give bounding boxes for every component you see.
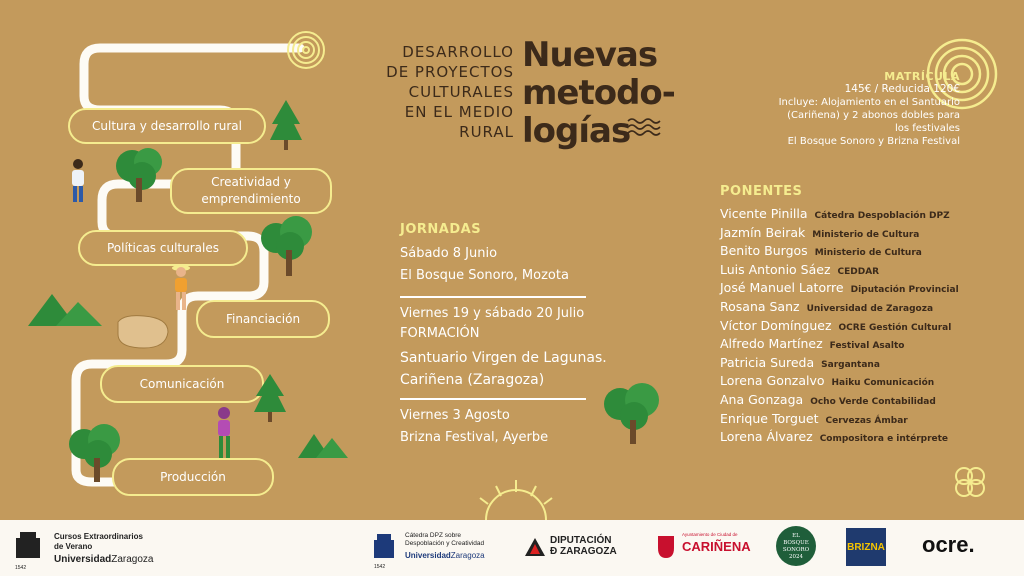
catedra-line1: Cátedra DPZ sobre [405,532,461,539]
brand-bold: Universidad [54,554,112,565]
step-financiacion: Financiación [196,300,330,338]
step-cultura: Cultura y desarrollo rural [68,108,266,144]
jornada3-place: Brizna Festival, Ayerbe [400,430,549,445]
includes-line: (Cariñena) y 2 abonos dobles para [787,110,960,121]
speaker-org: Diputación Provincial [850,285,959,296]
speaker-org: OCRE Gestión Cultural [838,322,952,333]
jornada2-place: Cariñena (Zaragoza) [400,372,545,388]
speaker-row [720,355,880,370]
includes-line: los festivales [894,123,960,134]
speaker-row [720,206,950,221]
dpz-line1: DIPUTACIÓN [550,535,612,546]
pine-tree-icon [252,372,288,426]
speaker-row [720,411,908,426]
subtitle-block [360,42,514,142]
pine-tree-icon [266,98,306,158]
unizar-line1: Cursos Extraordinarios [54,532,143,541]
includes-line: Incluye: Alojamiento en el Santuario [778,97,960,108]
subtitle-line: CULTURALES [408,83,514,101]
carinena-shield-icon [656,534,676,560]
subtitle-line: RURAL [459,123,514,141]
explorer-figure-icon [166,262,196,316]
speaker-name: Benito Burgos [720,243,808,259]
jornada3-date: Viernes 3 Agosto [400,408,510,423]
speaker-name: Víctor Domínguez [720,317,832,333]
speaker-name: Patricia Sureda [720,354,815,370]
subtitle-line: EN EL MEDIO [404,103,514,121]
jornada2-type: FORMACIÓN [400,326,480,341]
tree-icon [598,380,668,448]
brizna-text: BRIZNA [847,541,885,553]
speaker-row [720,318,951,333]
main-title [522,36,702,150]
speaker-org: Sargantana [821,359,880,370]
speaker-row [720,225,919,240]
subtitle-line: DE PROYECTOS [386,63,514,81]
speaker-row [720,280,959,295]
tree-icon [256,212,322,280]
title-line: logías [522,111,631,151]
sponsor-footer [0,520,1024,576]
carinena-name: CARIÑENA [682,539,751,554]
mountains-icon [296,428,350,460]
carinena-small: Ayuntamiento de Ciudad de [682,532,738,537]
ponentes-label: PONENTES [720,184,803,199]
brizna-logo [846,528,886,566]
jornada1-date: Sábado 8 Junio [400,246,498,261]
catedra-brand [405,551,485,560]
speaker-org: CEDDAR [837,266,880,277]
divider [400,296,586,298]
speaker-row [720,392,936,407]
speaker-org: Ocho Verde Contabilidad [810,397,936,407]
jornadas-label: JORNADAS [400,222,482,237]
divider [400,398,586,400]
speaker-row [720,299,933,314]
speaker-row [720,243,922,258]
speaker-name: Alfredo Martínez [720,336,823,352]
flower-icon [950,462,990,502]
speaker-org: Festival Asalto [829,341,905,352]
tree-icon [64,420,130,486]
speaker-name: Ana Gonzaga [720,392,804,407]
dpz-line2: Ð ZARAGOZA [550,546,617,557]
ocre-logo: ocre. [922,532,975,557]
hiker-figure-icon [64,158,94,208]
waves-icon [626,116,662,138]
speaker-name: Jazmín Beirak [720,224,806,240]
mountains-icon [26,286,106,330]
speaker-name: José Manuel Latorre [720,280,844,296]
subtitle-line: DESARROLLO [402,43,514,61]
bosque-line: 2024 [789,554,803,560]
catedra-line2: Despoblación y Creatividad [405,540,485,547]
speaker-name: Lorena Gonzalvo [720,373,825,389]
step-creatividad: Creatividad y emprendimiento [170,168,332,214]
spiral-icon [286,30,326,70]
speaker-row [720,336,904,351]
unizar-brand [54,554,154,565]
university-crest-icon [372,532,396,562]
enrollment-block [760,70,960,148]
step-comunicacion: Comunicación [100,365,264,403]
dpz-triangle-icon [524,536,546,558]
bosque-line: EL [792,533,800,539]
speaker-org: Compositora e intérprete [819,434,949,445]
step-politicas: Políticas culturales [78,230,248,266]
unizar-year: 1542 [15,565,27,571]
title-line: metodo- [522,73,675,113]
jornada2-date: Viernes 19 y sábado 20 Julio [400,306,585,321]
brand-bold: Universidad [405,551,451,560]
speaker-name: Rosana Sanz [720,299,800,314]
bosque-line: BOSQUE [783,540,809,546]
speaker-row [720,429,948,444]
walker-figure-icon [210,406,240,466]
speaker-row [720,373,934,388]
jornada2-place: Santuario Virgen de Lagunas. [400,350,607,366]
catedra-year: 1542 [374,564,386,570]
unizar-line2: de Verano [54,542,93,551]
university-crest-icon [14,530,42,564]
enrollment-includes [760,96,960,148]
title-line: Nuevas [522,35,658,75]
bosque-sonoro-logo [776,526,816,566]
includes-line: El Bosque Sonoro y Brizna Festival [787,136,960,147]
bosque-line: SONORO [782,547,810,553]
speaker-name: Enrique Torguet [720,410,819,426]
speaker-org: Universidad de Zaragoza [806,304,934,314]
enrollment-price: 145€ / Reducida 120€ [844,83,960,95]
speaker-row [720,262,879,277]
speaker-org: Ministerio de Cultura [814,248,922,259]
jornada1-place: El Bosque Sonoro, Mozota [400,268,569,283]
speaker-name: Lorena Álvarez [720,429,813,445]
speaker-org: Cátedra Despoblación DPZ [814,211,950,221]
speaker-org: Ministerio de Cultura [812,229,920,240]
speaker-org: Haiku Comunicación [831,378,935,389]
speaker-name: Luis Antonio Sáez [720,261,831,277]
brand-rest: Zaragoza [111,554,154,565]
tree-icon [110,144,170,206]
speaker-name: Vicente Pinilla [720,206,808,221]
sun-rays-icon [466,476,566,520]
rock-icon [114,312,172,352]
enrollment-label: MATRÍCULA [884,70,960,83]
brand-rest: Zaragoza [450,551,485,560]
speaker-org: Cervezas Ámbar [825,415,908,426]
step-produccion: Producción [112,458,274,496]
